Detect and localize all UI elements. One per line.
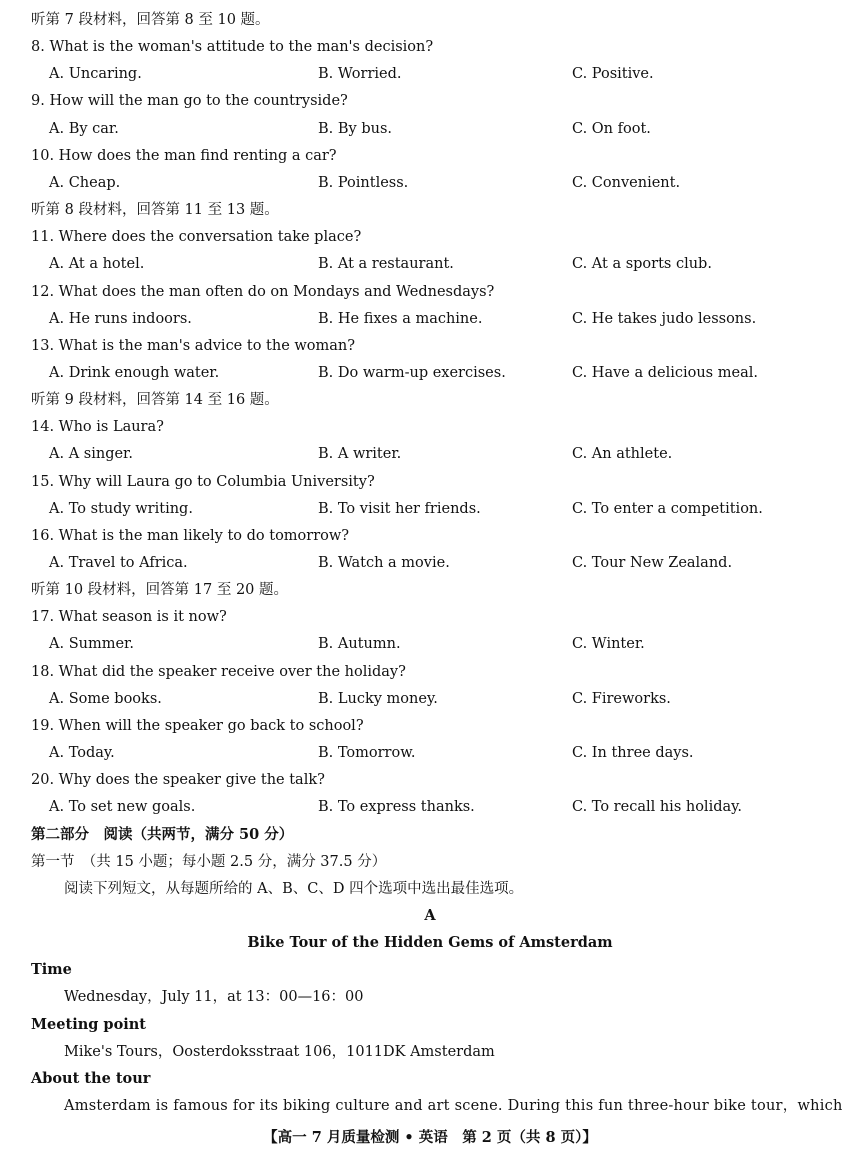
answer-option: B. Watch a movie. bbox=[318, 555, 450, 571]
answer-option: C. To recall his holiday. bbox=[572, 799, 743, 816]
answer-option: A. Summer. bbox=[49, 636, 134, 653]
answer-option: A. To study writing. bbox=[49, 500, 193, 517]
subsection-heading: 第一节 （共 15 小题；每小题 2.5 分，满分 37.5 分） bbox=[31, 853, 387, 870]
question-stem bbox=[31, 92, 348, 110]
answer-option: C. Positive. bbox=[572, 66, 654, 83]
question-text: What does the man often do on Mondays and Wednesdays? bbox=[58, 283, 495, 300]
question-number: 10. bbox=[31, 147, 55, 164]
question-number: 16. bbox=[31, 527, 55, 544]
answer-option: A. Uncaring. bbox=[49, 66, 142, 83]
answer-option: C. Convenient. bbox=[572, 174, 681, 191]
question-text: Where does the conversation take place? bbox=[58, 229, 362, 246]
answer-option: C. Have a delicious meal. bbox=[572, 364, 758, 381]
passage-title: Bike Tour of the Hidden Gems of Amsterdam bbox=[247, 934, 613, 952]
question-stem bbox=[31, 418, 164, 436]
question-stem bbox=[31, 337, 355, 355]
answer-option: B. Do warm-up exercises. bbox=[318, 364, 506, 381]
question-stem bbox=[31, 663, 406, 681]
answer-option: B. To visit her friends. bbox=[318, 500, 481, 517]
answer-option: B. Tomorrow. bbox=[318, 745, 416, 762]
question-stem bbox=[31, 38, 433, 56]
question-text: What is the woman's attitude to the man's decision? bbox=[49, 39, 434, 56]
answer-option: C. He takes judo lessons. bbox=[572, 310, 757, 327]
question-number: 19. bbox=[31, 717, 55, 734]
answer-option: A. Cheap. bbox=[49, 174, 121, 191]
question-text: What did the speaker receive over the holiday? bbox=[58, 663, 406, 680]
answer-option: B. At a restaurant. bbox=[318, 256, 454, 273]
question-text: Why does the speaker give the talk? bbox=[58, 772, 325, 789]
section-heading: 听第 8 段材料，回答第 11 至 13 题。 bbox=[31, 202, 279, 219]
question-stem bbox=[31, 228, 361, 246]
instruction-text: 阅读下列短文，从每题所给的 A、B、C、D 四个选项中选出最佳选项。 bbox=[64, 880, 524, 897]
answer-option: C. Winter. bbox=[572, 636, 645, 653]
question-text: When will the speaker go back to school? bbox=[58, 717, 364, 734]
answer-option: A. Today. bbox=[49, 745, 115, 762]
question-text: Why will Laura go to Columbia University? bbox=[58, 473, 375, 490]
question-text: What is the man likely to do tomorrow? bbox=[58, 527, 350, 544]
meeting-text: Mike's Tours，Oosterdoksstraat 106，1011DK Amsterdam bbox=[64, 1043, 495, 1060]
question-stem bbox=[31, 717, 364, 735]
question-stem bbox=[31, 283, 494, 301]
answer-option: B. He fixes a machine. bbox=[318, 310, 483, 327]
section-heading: 听第 10 段材料，回答第 17 至 20 题。 bbox=[31, 582, 289, 599]
answer-option: A. He runs indoors. bbox=[49, 310, 192, 327]
time-text: Wednesday，July 11，at 13：00—16：00 bbox=[64, 989, 364, 1006]
question-number: 11. bbox=[31, 229, 55, 246]
question-number: 9. bbox=[31, 93, 45, 110]
answer-option: C. At a sports club. bbox=[572, 256, 712, 273]
question-stem bbox=[31, 527, 349, 545]
part-heading: 第二部分 阅读（共两节，满分 50 分） bbox=[31, 825, 294, 843]
meeting-label: Meeting point bbox=[31, 1015, 146, 1033]
question-text: What is the man's advice to the woman? bbox=[58, 337, 356, 354]
question-number: 20. bbox=[31, 772, 55, 789]
question-stem bbox=[31, 473, 375, 491]
answer-option: B. By bus. bbox=[318, 120, 393, 137]
answer-option: B. To express thanks. bbox=[318, 799, 475, 816]
answer-option: A. To set new goals. bbox=[49, 799, 196, 816]
answer-option: A. Some books. bbox=[49, 690, 162, 707]
question-number: 15. bbox=[31, 473, 55, 490]
question-text: Who is Laura? bbox=[58, 419, 164, 436]
about-text: Amsterdam is famous for its biking culture and art scene. During this fun three-hour bike tour，which bbox=[64, 1098, 843, 1114]
answer-option: C. An athlete. bbox=[572, 446, 673, 463]
time-label: Time bbox=[31, 961, 72, 979]
question-number: 12. bbox=[31, 283, 55, 300]
answer-option: A. A singer. bbox=[49, 446, 133, 463]
question-text: How will the man go to the countryside? bbox=[49, 93, 348, 110]
passage-letter: A bbox=[424, 906, 436, 924]
answer-option: B. Autumn. bbox=[318, 636, 401, 653]
question-text: How does the man find renting a car? bbox=[58, 147, 337, 164]
question-number: 13. bbox=[31, 337, 55, 354]
page-footer: 【高一 7 月质量检测 • 英语 第 2 页（共 8 页）】 bbox=[263, 1129, 597, 1146]
question-number: 8. bbox=[31, 39, 45, 56]
about-label: About the tour bbox=[31, 1069, 151, 1087]
answer-option: B. A writer. bbox=[318, 446, 402, 463]
section-heading: 听第 7 段材料，回答第 8 至 10 题。 bbox=[31, 12, 270, 28]
section-heading: 听第 9 段材料，回答第 14 至 16 题。 bbox=[31, 392, 279, 409]
answer-option: A. By car. bbox=[49, 120, 119, 137]
question-stem bbox=[31, 608, 227, 626]
question-stem bbox=[31, 771, 325, 789]
question-stem bbox=[31, 147, 337, 165]
answer-option: C. Tour New Zealand. bbox=[572, 555, 733, 571]
answer-option: B. Worried. bbox=[318, 66, 402, 83]
answer-option: C. On foot. bbox=[572, 120, 651, 137]
answer-option: B. Lucky money. bbox=[318, 690, 438, 707]
question-number: 18. bbox=[31, 663, 55, 680]
answer-option: A. Travel to Africa. bbox=[49, 555, 188, 571]
question-text: What season is it now? bbox=[58, 609, 227, 626]
answer-option: C. In three days. bbox=[572, 745, 694, 762]
question-number: 14. bbox=[31, 419, 55, 436]
question-number: 17. bbox=[31, 609, 55, 626]
answer-option: B. Pointless. bbox=[318, 174, 409, 191]
answer-option: A. Drink enough water. bbox=[49, 364, 220, 381]
answer-option: C. Fireworks. bbox=[572, 690, 671, 707]
answer-option: A. At a hotel. bbox=[49, 256, 145, 273]
answer-option: C. To enter a competition. bbox=[572, 500, 763, 517]
